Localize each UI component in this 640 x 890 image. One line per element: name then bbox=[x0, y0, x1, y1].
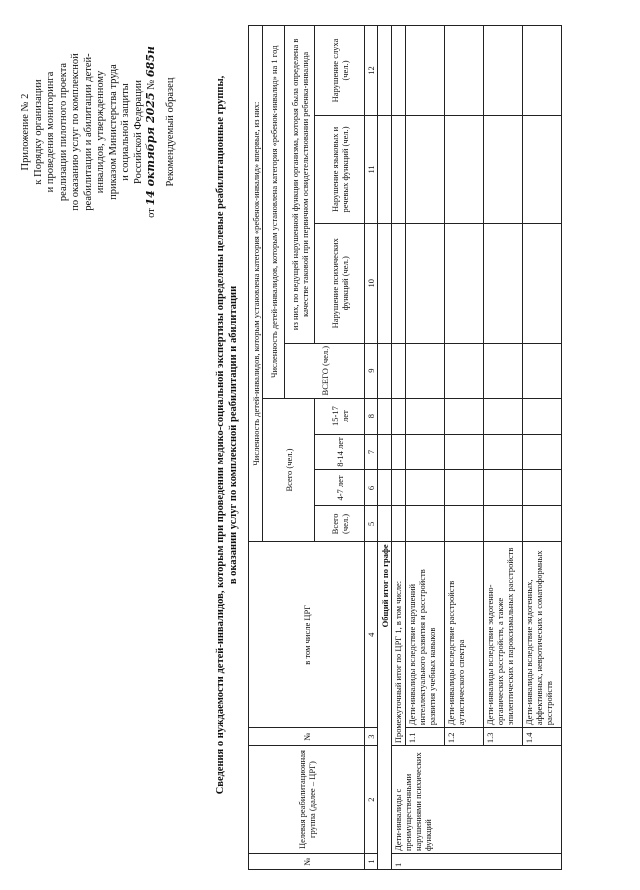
col-number: 12 bbox=[365, 26, 378, 116]
model-label: Рекомендуемый образец bbox=[164, 77, 176, 187]
table-row bbox=[484, 26, 523, 870]
header-from-them: из них, по ведущей нарушенной функции организма, которая была определена в качестве таковой при первичном освидетельствовании ребенка-инвалида bbox=[285, 26, 315, 344]
header-no: № bbox=[249, 854, 365, 870]
header-count-right: Численность детей-инвалидов, которым установлена категория «ребенок-инвалид» на 1 год bbox=[263, 26, 285, 399]
table-row bbox=[523, 26, 562, 870]
header-no2: № bbox=[249, 728, 365, 746]
row-name: Дети-инвалиды вследствие нарушений интеллектуального развития и расстройств развития учебных навыков bbox=[406, 542, 445, 728]
total-label: Общий итог по графе bbox=[378, 542, 392, 870]
order-prefix: от bbox=[146, 208, 157, 218]
header-total: Всего (чел.) bbox=[263, 398, 315, 542]
appendix-line: к Порядку организации bbox=[32, 79, 44, 185]
col-number: 6 bbox=[365, 470, 378, 506]
header-psych: Нарушение психических функций (чел.) bbox=[315, 223, 365, 343]
appendix-line: инвалидов, утвержденному bbox=[95, 70, 106, 194]
header-vsego: ВСЕГО (чел.) bbox=[285, 343, 365, 398]
appendix-header bbox=[20, 32, 177, 232]
group-no: 1 bbox=[392, 854, 562, 870]
needs-table bbox=[248, 25, 562, 870]
col-number: 2 bbox=[365, 746, 378, 854]
group-name: Дети-инвалиды с преимущественными нарушениями психических функций bbox=[392, 746, 562, 854]
subtotal-row bbox=[392, 26, 406, 870]
column-number-row bbox=[365, 26, 378, 870]
row-no: 1.3 bbox=[484, 728, 523, 746]
appendix-line: реализации пилотного проекта bbox=[57, 62, 69, 202]
header-hearing: Нарушение слуха (чел.) bbox=[315, 26, 365, 116]
row-no: 1.4 bbox=[523, 728, 562, 746]
appendix-line: реабилитации и абилитации детей- bbox=[82, 53, 94, 211]
row-no: 1.2 bbox=[445, 728, 484, 746]
appendix-line: и проведения мониторинга bbox=[45, 71, 56, 193]
header-speech: Нарушение языковых и речевых функций (чел.) bbox=[315, 116, 365, 224]
col-number: 10 bbox=[365, 223, 378, 343]
header-total-sub: Всего (чел.) bbox=[315, 506, 365, 542]
col-number: 11 bbox=[365, 116, 378, 224]
order-number-prefix: № bbox=[146, 79, 157, 90]
col-number: 3 bbox=[365, 728, 378, 746]
order-number-handwritten: 685н bbox=[144, 46, 157, 78]
row-name: Дети-инвалиды вследствие расстройств аутистического спектра bbox=[445, 542, 484, 728]
header-crg-sub: в том числе ЦРГ bbox=[249, 542, 365, 728]
header-count-top: Численность детей-инвалидов, которым установлена категория «ребенок-инвалид» впервые, из них: bbox=[249, 26, 263, 542]
header-age-8-14: 8-14 лет bbox=[315, 434, 365, 470]
appendix-line: по оказанию услуг по комплексной bbox=[70, 53, 81, 211]
document-title: Сведения о нуждаемости детей-инвалидов, которым при проведении медико-социальной экспертизы определены целевые реабилитационные группы, в оказании услуг по комплексной реабилитации и абилитации bbox=[215, 75, 239, 795]
appendix-line: приказом Министерства труда bbox=[107, 64, 119, 200]
appendix-line: и социальной защиты bbox=[120, 83, 131, 181]
col-number: 4 bbox=[365, 542, 378, 728]
row-name: Дети-инвалиды вследствие эндогенно-органических расстройств, а также эпилептических и пароксизмальных расстройств bbox=[484, 542, 523, 728]
col-number: 9 bbox=[365, 343, 378, 398]
header-age-15-17: 15-17 лет bbox=[315, 398, 365, 434]
appendix-line: Приложение № 2 bbox=[20, 93, 31, 171]
row-no: 1.1 bbox=[406, 728, 445, 746]
table-row bbox=[406, 26, 445, 870]
header-age-4-7: 4-7 лет bbox=[315, 470, 365, 506]
col-number: 7 bbox=[365, 434, 378, 470]
header-crg: Целевая реабилитационная группа (далее – ЦРГ) bbox=[249, 746, 365, 854]
col-number: 1 bbox=[365, 854, 378, 870]
appendix-line: Российской Федерации bbox=[132, 80, 144, 184]
order-line bbox=[145, 32, 159, 232]
col-number: 5 bbox=[365, 506, 378, 542]
order-date-handwritten: 14 октября 2025 bbox=[144, 92, 157, 206]
total-row bbox=[378, 26, 392, 870]
subtotal-label: Промежуточный итог по ЦРГ 1, в том числе: bbox=[392, 542, 406, 746]
col-number: 8 bbox=[365, 398, 378, 434]
table-row bbox=[445, 26, 484, 870]
row-name: Дети-инвалиды вследствие эндогенных, аффективных, невротических и соматоформных расстройств bbox=[523, 542, 562, 728]
